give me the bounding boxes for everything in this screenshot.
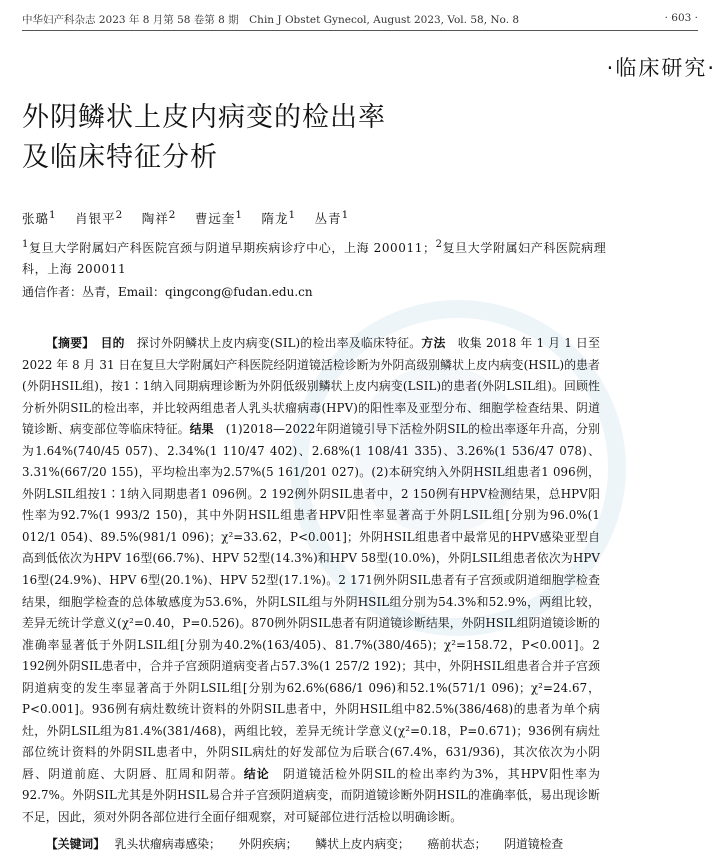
keywords-label: 【关键词】 <box>46 837 105 851</box>
section-tag: ·临床研究· <box>606 56 716 80</box>
corresponding-author: 通信作者：丛青，Email：qingcong@fudan.edu.cn <box>22 285 313 299</box>
author: 丛青$^1$ <box>314 209 350 227</box>
running-header <box>22 12 698 27</box>
title-line-1: 外阴鳞状上皮内病变的检出率 <box>22 102 386 133</box>
keyword: 鳞状上皮内病变； <box>315 837 410 851</box>
author: 张璐$^1$ <box>22 209 57 227</box>
keyword: 阴道镜检查 <box>504 837 564 851</box>
article-title <box>22 98 386 178</box>
keywords <box>46 835 577 852</box>
author: 隋龙$^1$ <box>261 209 297 227</box>
abstract: 【摘要】 目的 探讨外阴鳞状上皮内病变(SIL)的检出率及临床特征。方法 收集 2018 年 1 月 1 日至 2022 年 8 月 31 日在复旦大学附属妇产科医院经阴道镜活检诊断为外阴高级别鳞状上皮内病变(HSIL)的患者(外阴HSIL组)，按1∶1纳入同期病理诊断为外阴低级别鳞状上皮内病变(LSIL)的患者(外阴LSIL组)。回顾性分析外阴SIL的检出率，并比较两组患者人乳头状瘤病毒(HPV)的阳性率及亚型分布、细胞学检查结果、阴道镜诊断、病变部位等临床特征。结果 (1)2018—2022年阴道镜引导下活检外阴SIL的检出率逐年升高，分别为1.64%(740/45 057)、2.34%(1 110/47 402)、2.68%(1 108/41 335)、3.26%(1 536/47 078)、3.31%(667/20 155)，平均检出率为2.57%(5 161/201 027)。(2)本研究纳入外阴HSIL组患者1 096例，外阴LSIL组按1∶1纳入同期患者1 096例。2 192例外阴SIL患者中，2 150例有HPV检测结果，总HPV阳性率为92.7%(1 993/2 150)，其中外阴HSIL组患者HPV阳性率显著高于外阴LSIL组[分别为96.0%(1 012/1 054)、89.5%(981/1 096)；χ²=33.62，P<0.001]；外阴HSIL组患者中最常见的HPV感染亚型自高到低依次为HPV 16型(66.7%)、HPV 52型(14.3%)和HPV 58型(10.0%)，外阴LSIL组患者依次为HPV 16型(24.9%)、HPV 6型(20.1%)、HPV 52型(17.1%)。2 171例外阴SIL患者有子宫颈或阴道细胞学检查结果，细胞学检查的总体敏感度为53.6%，外阴LSIL组与外阴HSIL组分别为54.3%和52.9%，两组比较，差异无统计学意义(χ²=0.40，P=0.526)。870例外阴SIL患者有阴道镜诊断结果，外阴HSIL组阴道镜诊断的准确率显著低于外阴LSIL组[分别为40.2%(163/405)、81.7%(380/465)；χ²=158.72，P<0.001]。2 192例外阴SIL患者中，合并子宫颈阴道病变者占57.3%(1 257/2 192)；其中，外阴HSIL组患者合并子宫颈阴道病变的发生率显著高于外阴LSIL组[分别为62.6%(686/1 096)和52.1%(571/1 096)；χ²=24.67，P<0.001]。936例有病灶数统计资料的外阴SIL患者中，外阴HSIL组中82.5%(386/468)的患者为单个病灶，外阴LSIL组为81.4%(381/468)，两组比较，差异无统计学意义(χ²=0.18，P=0.671)；936例有病灶部位统计资料的外阴SIL患者中，外阴SIL病灶的好发部位为后联合(67.4%，631/936)，其次依次为小阴唇、阴道前庭、大阴唇、肛周和阴蒂。结论 阴道镜活检外阴SIL的检出率约为3%，其HPV阳性率为92.7%。外阴SIL尤其是外阴HSIL易合并子宫颈阴道病变，而阴道镜诊断外阴HSIL的准确率低，易出现诊断不足，因此，须对外阴各部位进行全面仔细观察，对可疑部位进行活检以明确诊断。 <box>22 336 601 825</box>
methods-label: 方法 <box>421 336 446 350</box>
conclusion-label: 结论 <box>243 766 270 781</box>
title-line-2: 及临床特征分析 <box>22 142 218 173</box>
journal-citation: 中华妇产科杂志 2023 年 8 月第 58 卷第 8 期 Chin J Obstet Gynecol, August 2023, Vol. 58, No. 8 <box>22 14 520 26</box>
objective-label: 目的 <box>100 336 125 350</box>
author: 肖银平$^2$ <box>75 209 124 227</box>
keyword: 乳头状瘤病毒感染； <box>114 837 221 851</box>
header-rule <box>22 30 698 31</box>
page-number: · 603 · <box>664 12 698 24</box>
keyword: 外阴疾病； <box>238 837 298 851</box>
author-list <box>22 209 349 227</box>
results-label: 结果 <box>189 422 214 437</box>
abstract-label: 【摘要】 <box>46 336 95 350</box>
keyword: 癌前状态； <box>427 837 487 851</box>
author: 曹远奎$^1$ <box>194 209 244 227</box>
affiliations: $^1$复旦大学附属妇产科医院宫颈与阴道早期疾病诊疗中心，上海 200011；$^2$复旦大学附属妇产科医院病理科，上海 200011 <box>22 239 607 276</box>
author: 陶祥$^2$ <box>141 209 177 227</box>
